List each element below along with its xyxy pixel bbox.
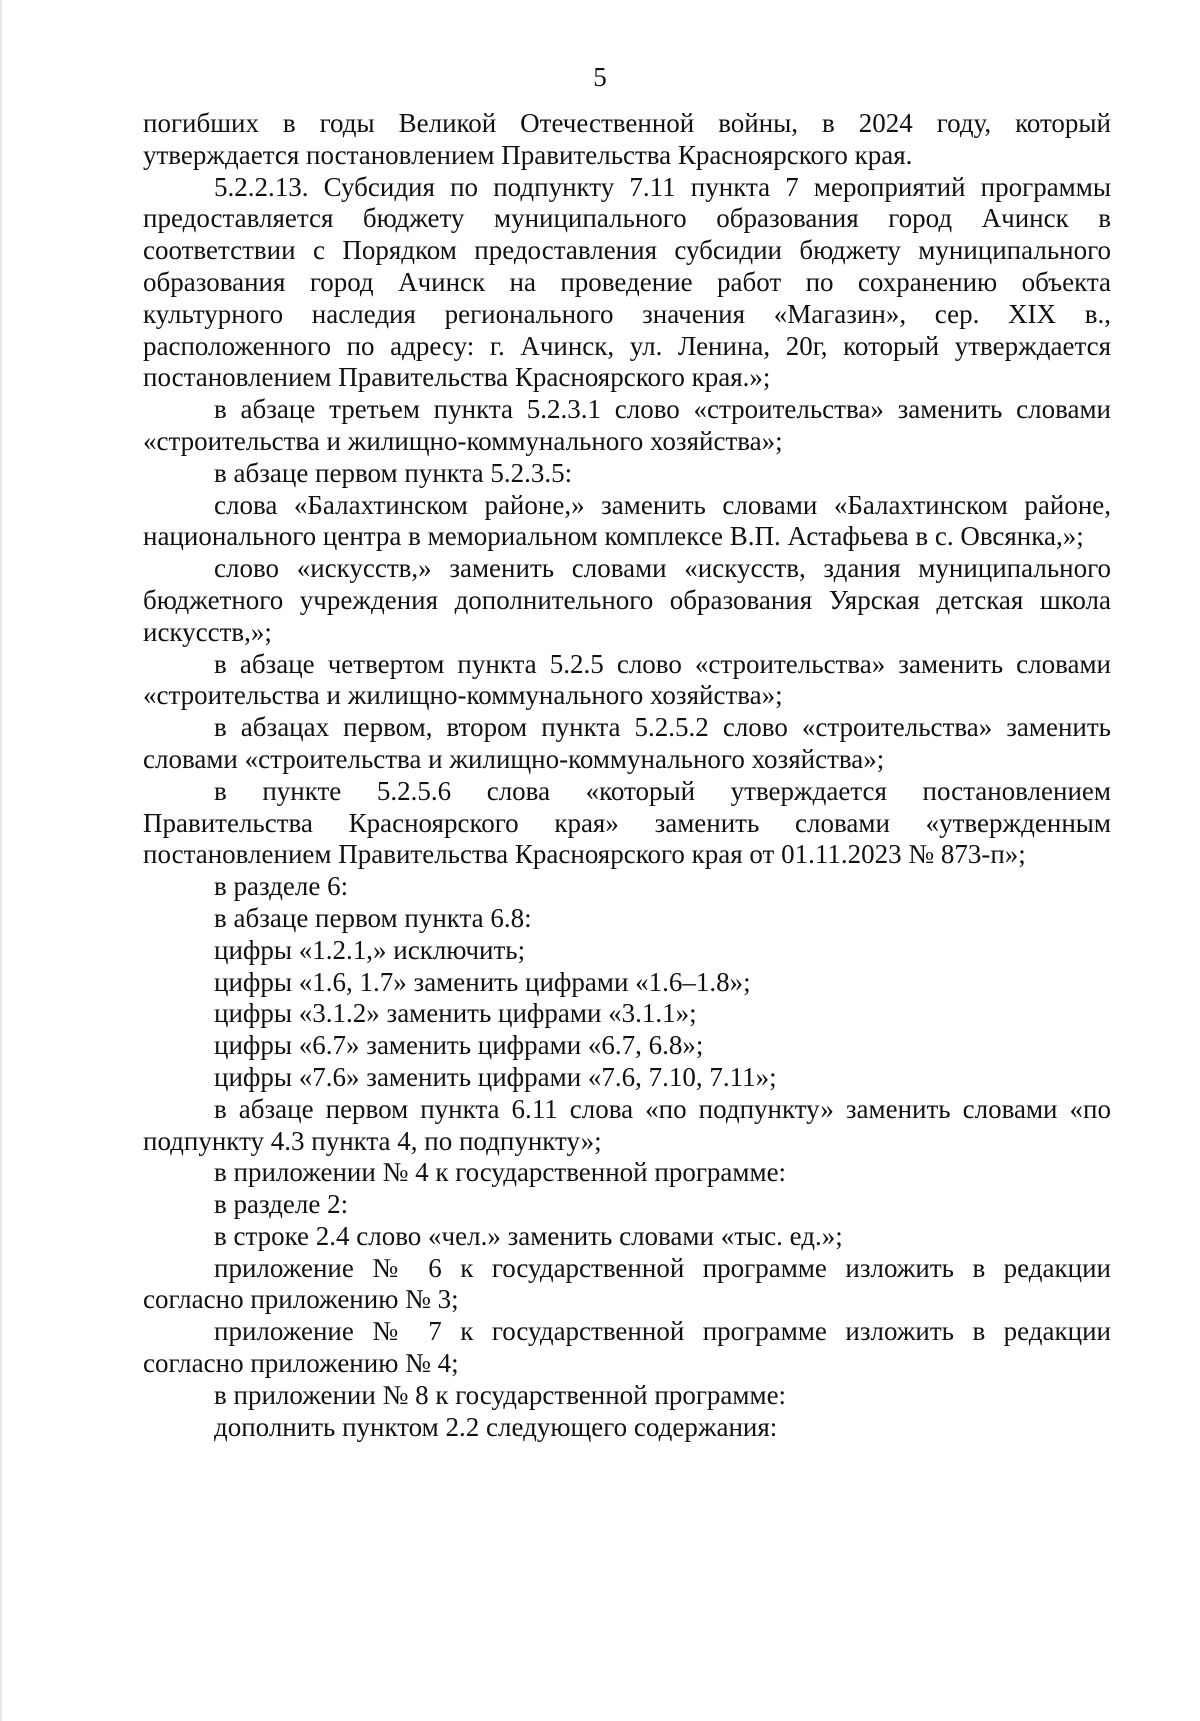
paragraph: цифры «1.6, 1.7» заменить цифрами «1.6–1.8»;	[214, 966, 751, 997]
scan-edge-line	[0, 0, 2, 1721]
paragraph: в абзаце первом пункта 6.11 слова «по подпункту» заменить словами «по подпункту 4.3 пункта 4, по подпункту»;	[143, 1093, 1111, 1156]
paragraph: в разделе 6:	[214, 871, 349, 902]
paragraph: в абзаце первом пункта 5.2.3.5:	[214, 457, 573, 488]
paragraph: в абзацах первом, втором пункта 5.2.5.2 слово «строительства» заменить словами «строительства и жилищно-коммунального хозяйства»;	[143, 712, 1111, 774]
paragraph: в абзаце четвертом пункта 5.2.5 слово «строительства» заменить словами «строительства и жилищно-коммунального хозяйства»;	[143, 648, 1111, 711]
paragraph: приложение № 7 к государственной программе изложить в редакции согласно приложению № 4;	[143, 1316, 1111, 1379]
paragraph: в абзаце первом пункта 6.8:	[214, 902, 532, 933]
paragraph: приложение № 6 к государственной программе изложить в редакции согласно приложению № 3;	[143, 1252, 1111, 1315]
paragraph: слова «Балахтинском районе,» заменить словами «Балахтинском районе, национального центра в мемориальном комплексе В.П. Астафьева в с. Овсянка,»;	[143, 489, 1111, 552]
paragraph: 5.2.2.13. Субсидия по подпункту 7.11 пункта 7 мероприятий программы предоставляется бюджету муниципального образования город Ачинск в соответствии с Порядком предоставления субсидии бюджету муниципального образования город Ачинск на проведение работ по сохранению объекта культурного наследия регионального значения «Магазин», сер. XIX в., расположенного по адресу: г. Ачинск, ул. Ленина, 20г, который утверждается постановлением Правительства Красноярского края.»;	[143, 171, 1111, 393]
paragraph: в строке 2.4 слово «чел.» заменить словами «тыс. ед.»;	[214, 1220, 843, 1251]
paragraph: слово «искусств,» заменить словами «искусств, здания муниципального бюджетного учреждения дополнительного образования Уярская детская школа искусств,»;	[143, 553, 1111, 647]
paragraph: цифры «1.2.1,» исключить;	[214, 934, 526, 965]
paragraph: в абзаце третьем пункта 5.2.3.1 слово «строительства» заменить словами «строительства и жилищно-коммунального хозяйства»;	[143, 394, 1111, 456]
paragraph: в пункте 5.2.5.6 слова «который утверждается постановлением Правительства Красноярского края» заменить словами «утвержденным постановлением Правительства Красноярского края от 01.11.2023 № 873-п»;	[143, 775, 1111, 870]
paragraph: в приложении № 4 к государственной программе:	[214, 1157, 787, 1188]
paragraph: цифры «3.1.2» заменить цифрами «3.1.1»;	[214, 998, 697, 1029]
paragraph: цифры «6.7» заменить цифрами «6.7, 6.8»;	[214, 1030, 704, 1061]
page-number: 5	[593, 62, 607, 92]
paragraph: дополнить пунктом 2.2 следующего содержания:	[214, 1411, 778, 1442]
paragraph: погибших в годы Великой Отечественной войны, в 2024 году, который утверждается постановлением Правительства Красноярского края.	[143, 108, 1111, 170]
paragraph: цифры «7.6» заменить цифрами «7.6, 7.10, 7.11»;	[214, 1061, 777, 1092]
paragraph: в приложении № 8 к государственной программе:	[214, 1379, 787, 1410]
paragraph: в разделе 2:	[214, 1189, 349, 1220]
document-body	[143, 108, 1111, 1443]
